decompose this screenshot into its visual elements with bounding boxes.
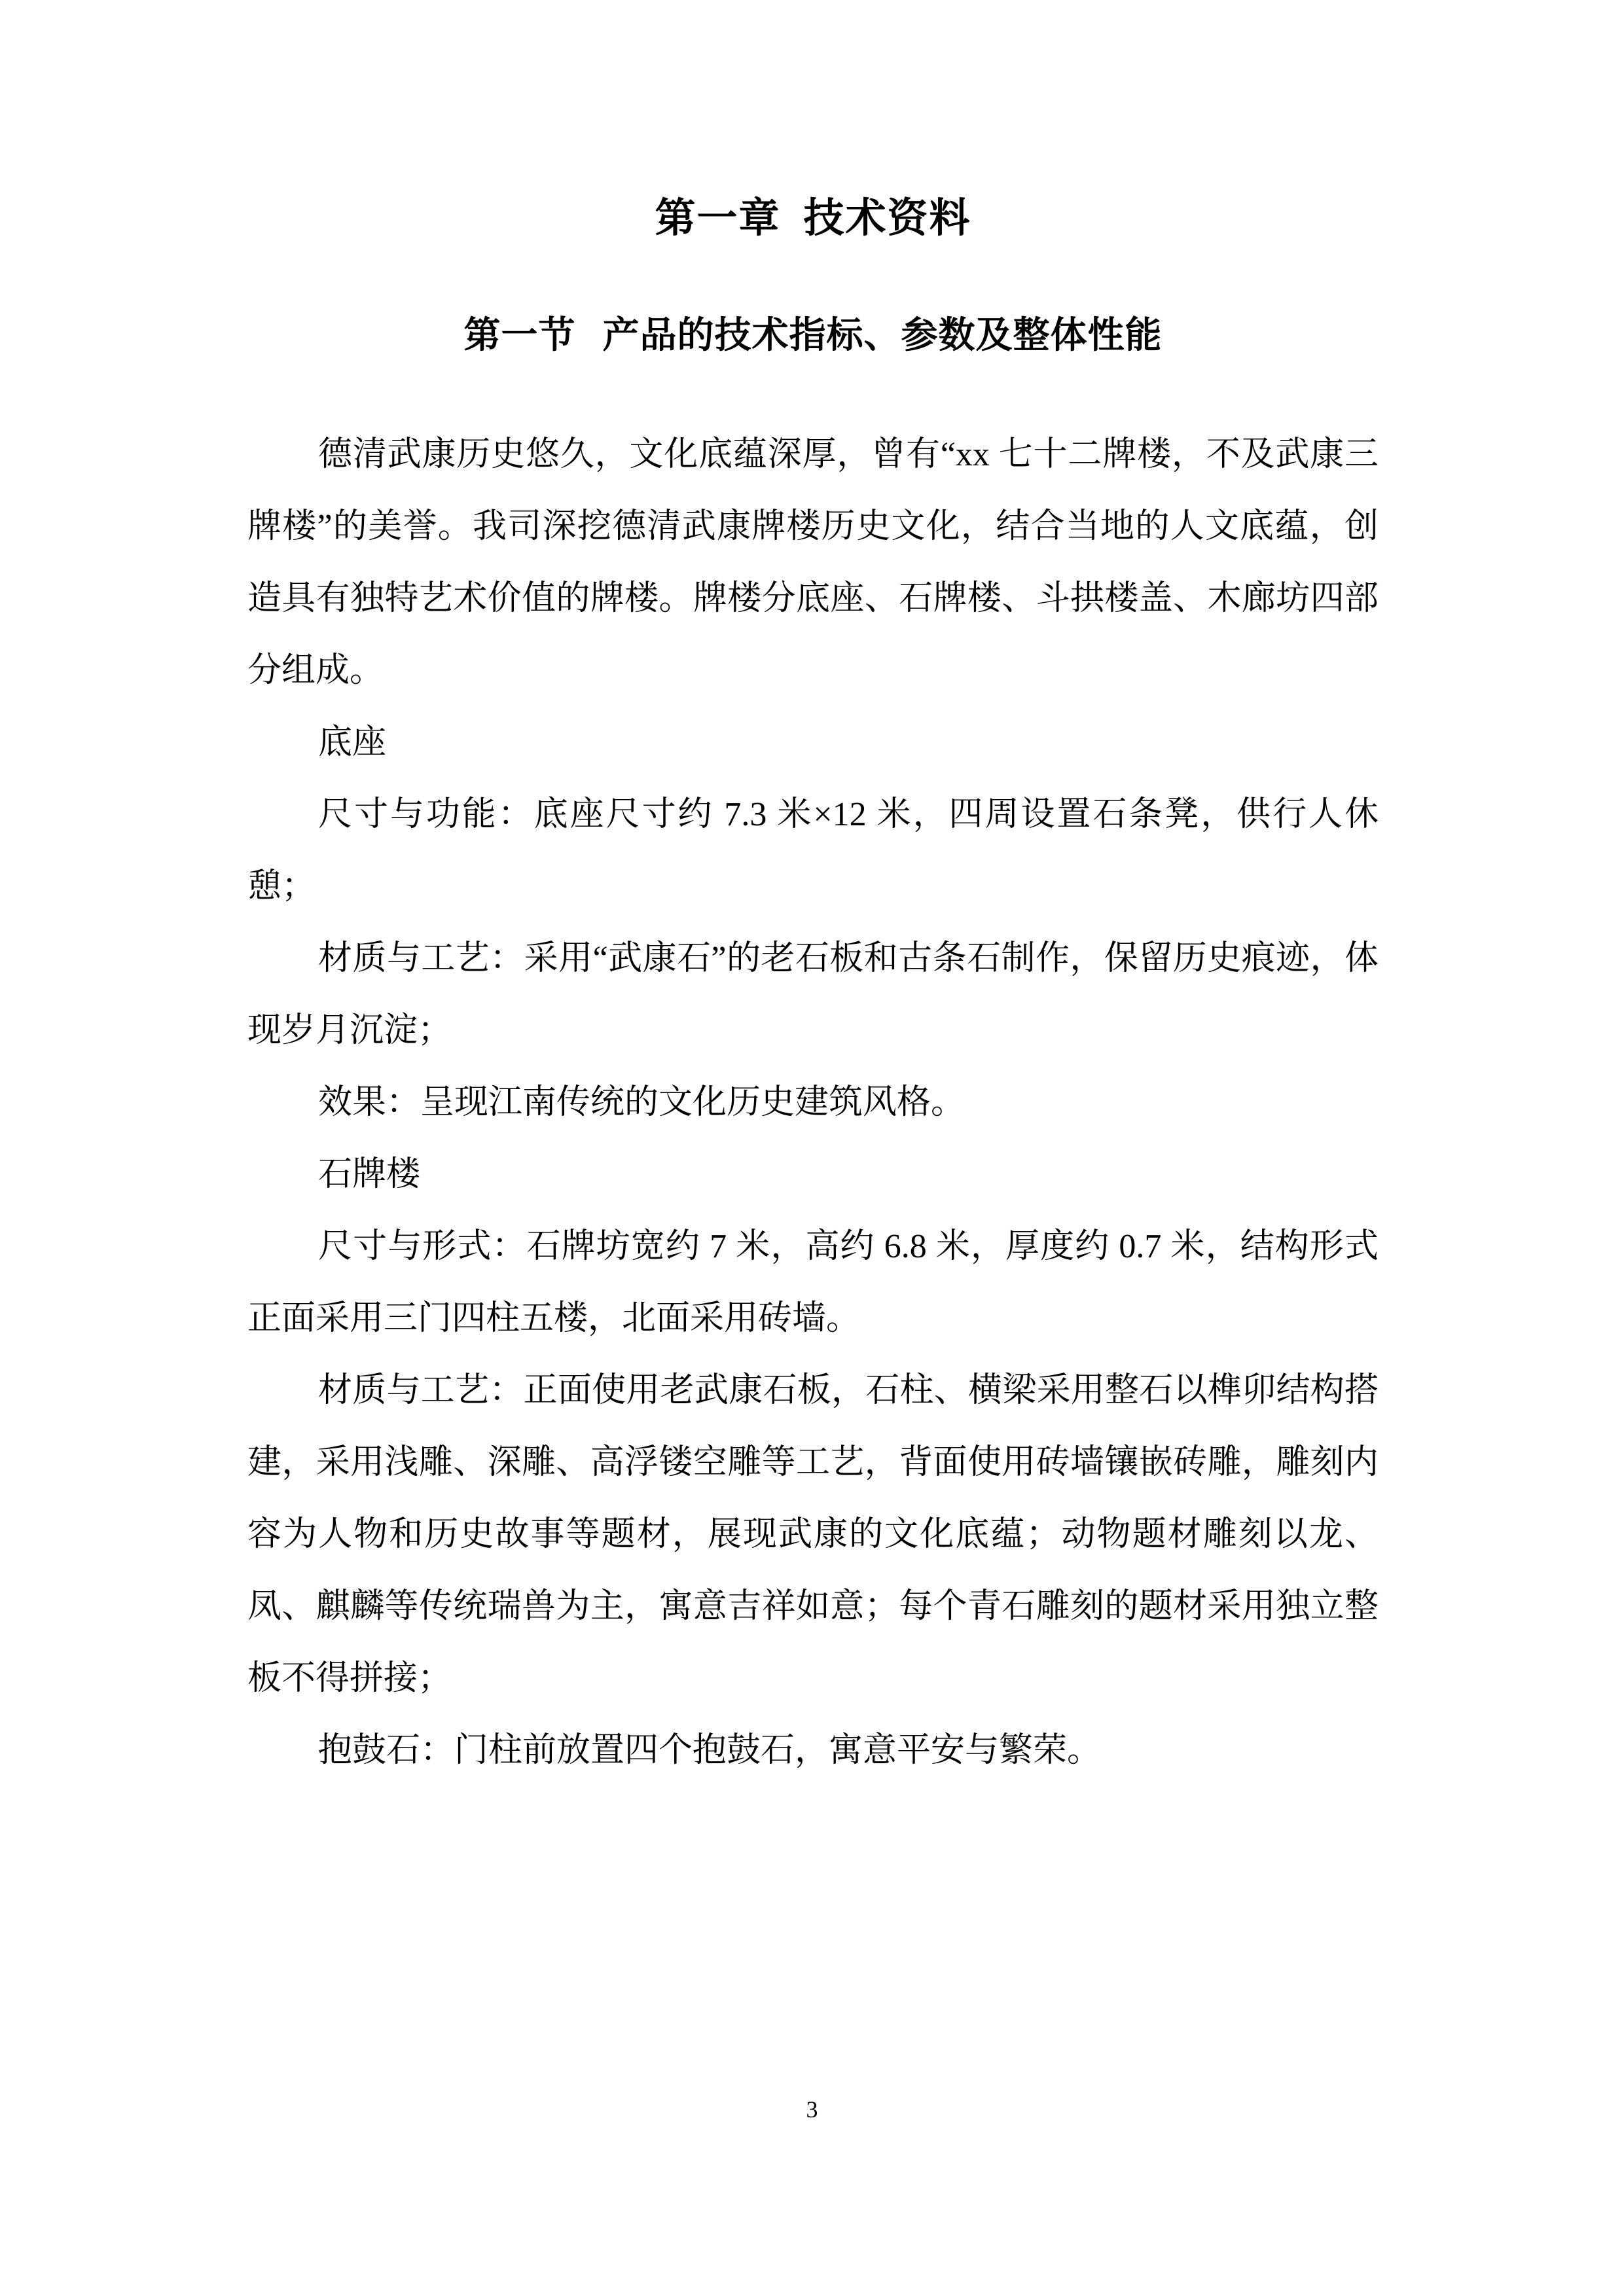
page-number: 3 [806, 2096, 818, 2123]
paragraph-base-material-craft: 材质与工艺：采用“武康石”的老石板和古条石制作，保留历史痕迹，体现岁月沉淀； [247, 939, 1379, 1049]
paragraph-drum-stone: 抱鼓石：门柱前放置四个抱鼓石，寓意平安与繁荣。 [318, 1731, 1102, 1769]
section-title: 第一节 产品的技术指标、参数及整体性能 [463, 314, 1163, 357]
paragraph-stone-arch-heading: 石牌楼 [318, 1155, 421, 1193]
body-text [247, 359, 1379, 1787]
chapter-title: 第一章 技术资料 [655, 196, 971, 241]
paragraph-base-size-function: 尺寸与功能：底座尺寸约 7.3 米×12 米，四周设置石条凳，供行人休憩； [247, 795, 1379, 905]
paragraph-stone-arch-size-form: 尺寸与形式：石牌坊宽约 7 米，高约 6.8 米，厚度约 0.7 米，结构形式正面采用三门四柱五楼，北面采用砖墙。 [247, 1227, 1379, 1337]
paragraph-intro: 德清武康历史悠久，文化底蕴深厚，曾有“xx 七十二牌楼，不及武康三牌楼”的美誉。我司深挖德清武康牌楼历史文化，结合当地的人文底蕴，创造具有独特艺术价值的牌楼。牌楼分底座、石牌楼、斗拱楼盖、木廊坊四部分组成。 [247, 435, 1379, 689]
page-content [247, 0, 1379, 1787]
paragraph-base-heading: 底座 [318, 723, 387, 761]
paragraph-stone-arch-material-craft: 材质与工艺：正面使用老武康石板，石柱、横梁采用整石以榫卯结构搭建，采用浅雕、深雕、高浮镂空雕等工艺，背面使用砖墙镶嵌砖雕，雕刻内容为人物和历史故事等题材，展现武康的文化底蕴；动物题材雕刻以龙、凤、麒麟等传统瑞兽为主，寓意吉祥如意；每个青石雕刻的题材采用独立整板不得拼接； [247, 1371, 1379, 1697]
paragraph-base-effect: 效果：呈现江南传统的文化历史建筑风格。 [318, 1083, 965, 1121]
